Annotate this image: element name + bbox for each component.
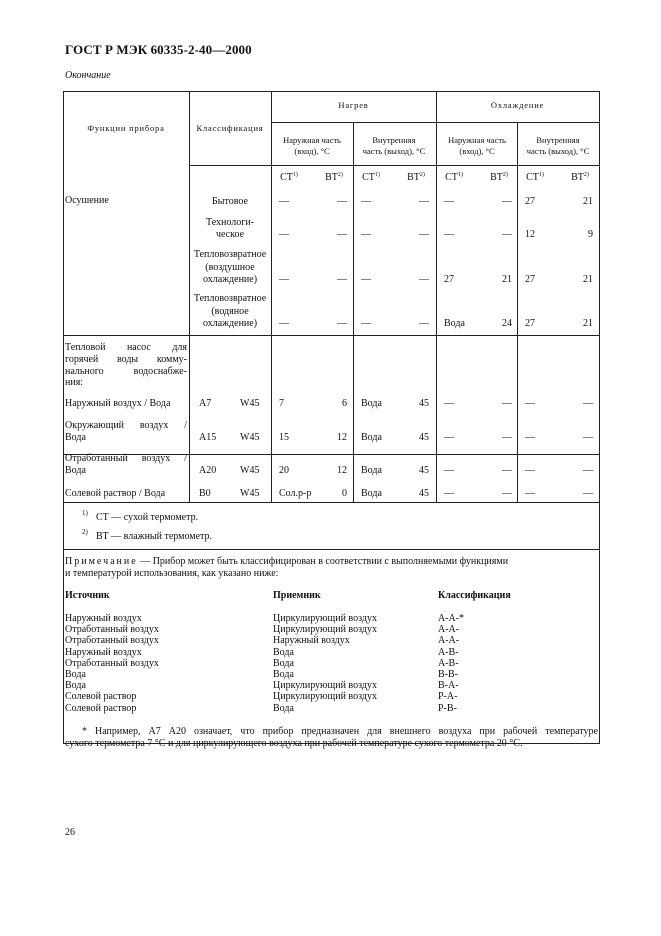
- bt-value: —: [419, 196, 429, 207]
- note-header-source: Источник: [65, 590, 110, 601]
- header-heating-indoor-l1: Внутренняя: [372, 135, 416, 145]
- ct-value: —: [444, 398, 454, 409]
- footnote-mark: 1): [292, 172, 298, 178]
- ct-value: —: [444, 432, 454, 443]
- header-cooling: Охлаждение: [490, 100, 545, 110]
- bt-value: 12: [337, 432, 347, 443]
- note-label: Примечание: [65, 556, 138, 567]
- bt-value: 45: [419, 465, 429, 476]
- header-heating-indoor-l2: часть (выход), °С: [362, 146, 426, 156]
- ct-value: —: [279, 229, 289, 240]
- header-bt: ВТ$^{2)}$: [407, 172, 425, 183]
- footnote-mark: 2): [583, 172, 589, 178]
- note-row-classification: А-А-*: [438, 613, 465, 624]
- bt-value: —: [337, 274, 347, 285]
- bt-value: 0: [342, 488, 347, 499]
- classification-sink: W45: [240, 398, 260, 409]
- ct-value: —: [525, 398, 535, 409]
- ct-value: —: [279, 318, 289, 329]
- bt-value: —: [583, 465, 593, 476]
- note-row-classification: В-А-: [438, 680, 459, 692]
- note-row-classification: А-А-: [438, 624, 460, 636]
- heat-pump-title: нального водоснабже-: [65, 366, 187, 377]
- bt-value: —: [502, 465, 512, 476]
- bt-value: —: [337, 196, 347, 207]
- ct-value: —: [525, 465, 535, 476]
- note-row-classification: А-В-: [438, 657, 459, 669]
- header-classification: Классификация: [196, 123, 264, 133]
- section-rule: [63, 335, 600, 336]
- classification-value: (воздушное: [205, 261, 255, 273]
- note-row-receiver: Циркулирующий воздух: [273, 691, 377, 703]
- note-row-source: Вода: [65, 680, 86, 692]
- classification-value: Тепловозвратное: [193, 249, 267, 260]
- bt-value: 45: [419, 432, 429, 443]
- header-cooling-indoor-l2: часть (выход), °С: [526, 146, 590, 156]
- header-ct: СТ$^{1)}$: [362, 172, 380, 183]
- note-row-receiver: Наружный воздух: [273, 635, 350, 647]
- bt-value: —: [583, 398, 593, 409]
- header-ct: СТ$^{1)}$: [445, 172, 463, 183]
- note-row-receiver: Циркулирующий воздух: [273, 680, 377, 692]
- ct-value: 27: [525, 318, 535, 329]
- function-heat-pump: Наружный воздух / Вода: [65, 398, 171, 409]
- note-example-l1: * Например, А7 А20 означает, что прибор предназначен для внешнего воздуха при рабочей температуре: [82, 726, 598, 737]
- bt-value: 21: [583, 274, 593, 285]
- classification-value: Бытовое: [212, 196, 248, 207]
- function-heat-pump: Вода: [65, 465, 86, 476]
- bt-value: —: [502, 488, 512, 499]
- classification-sink: W45: [240, 465, 260, 476]
- bt-value: 45: [419, 398, 429, 409]
- bt-value: 24: [502, 318, 512, 329]
- footnote-rule: [63, 502, 600, 503]
- bt-value: —: [502, 398, 512, 409]
- classification-sink: W45: [240, 432, 260, 443]
- footnote-mark: 1): [374, 172, 380, 178]
- classification-value: ческое: [215, 229, 245, 240]
- footnote-text: ВТ — влажный термометр.: [96, 531, 213, 542]
- bt-value: —: [337, 318, 347, 329]
- ct-value: Вода: [361, 488, 382, 499]
- note-rule: [63, 549, 600, 550]
- function-heat-pump: Окружающий воздух /: [65, 420, 187, 431]
- ct-value: 15: [279, 432, 289, 443]
- bt-value: —: [583, 488, 593, 499]
- header-bt: ВТ$^{2)}$: [325, 172, 343, 183]
- ct-value: —: [525, 488, 535, 499]
- note-text: — Прибор может быть классифицирован в соответствии с выполняемыми функциями: [137, 556, 509, 567]
- bt-value: —: [419, 274, 429, 285]
- note-row-receiver: Вода: [273, 702, 294, 714]
- bt-value: —: [502, 196, 512, 207]
- note-header-classification: Классификация: [438, 590, 511, 601]
- note-header-receiver: Приемник: [273, 590, 321, 601]
- classification-value: охлаждение): [202, 274, 258, 285]
- ct-value: 27: [525, 196, 535, 207]
- note-row-source: Отработанный воздух: [65, 635, 159, 647]
- bt-value: —: [337, 229, 347, 240]
- bt-value: 21: [583, 196, 593, 207]
- bt-value: —: [583, 432, 593, 443]
- note-row-receiver: Вода: [273, 657, 294, 669]
- bt-value: —: [502, 432, 512, 443]
- header-heating-outdoor-l1: Наружная часть: [283, 135, 341, 145]
- note-row-source: Солевой раствор: [65, 691, 137, 703]
- page-number: 26: [65, 827, 75, 838]
- note-row-classification: А-А-: [438, 635, 460, 647]
- ct-value: Вода: [444, 318, 465, 329]
- bt-value: 9: [588, 229, 593, 240]
- header-ct: СТ$^{1)}$: [526, 172, 544, 183]
- ct-value: —: [361, 318, 371, 329]
- header-function: Функции прибора: [87, 123, 165, 133]
- note-row-source: Наружный воздух: [65, 646, 142, 658]
- ct-value: —: [444, 465, 454, 476]
- classification-source: А20: [199, 465, 217, 476]
- bt-value: —: [419, 229, 429, 240]
- ct-value: —: [361, 229, 371, 240]
- header-cooling-outdoor-l1: Наружная часть: [448, 135, 506, 145]
- bt-value: 45: [419, 488, 429, 499]
- ct-value: —: [361, 274, 371, 285]
- ct-value: 20: [279, 465, 289, 476]
- heat-pump-title: Тепловой насос для: [65, 342, 187, 353]
- heat-pump-title: ния:: [65, 377, 84, 388]
- ct-value: —: [279, 196, 289, 207]
- note-row-receiver: Вода: [273, 646, 294, 658]
- bt-value: —: [502, 229, 512, 240]
- header-bt: ВТ$^{2)}$: [490, 172, 508, 183]
- classification-source: В0: [199, 488, 211, 499]
- footnote-mark: 2): [82, 528, 88, 536]
- note-row-classification: В-В-: [438, 669, 458, 680]
- function-drying: Осушение: [65, 195, 109, 206]
- footnote-mark: 2): [419, 172, 425, 178]
- ct-value: —: [361, 196, 371, 207]
- function-heat-pump: Вода: [65, 432, 86, 443]
- header-cooling-outdoor-l2: (вход), °С: [459, 146, 495, 156]
- note-row-classification: А-В-: [438, 646, 459, 658]
- heading-rule: [271, 122, 599, 123]
- header-heating-outdoor-l2: (вход), °С: [294, 146, 330, 156]
- ct-value: Вода: [361, 432, 382, 443]
- note-row-classification: Р-В-: [438, 702, 457, 714]
- footnote-mark: 1): [82, 509, 88, 517]
- classification-value: охлаждение): [202, 318, 258, 329]
- note-example-l2: сухого термометра 7 °С и для циркулирующего воздуха при рабочей температуре сухого термометра 20 °С.: [65, 738, 523, 749]
- note-row-receiver: Циркулирующий воздух: [273, 613, 377, 624]
- note-row-source: Отработанный воздух: [65, 624, 159, 636]
- footnote-mark: 2): [337, 172, 343, 178]
- classification-value: Технологи-: [205, 216, 255, 228]
- bt-value: 21: [583, 318, 593, 329]
- function-heat-pump: Отработанный воздух /: [65, 453, 187, 464]
- column-rule: [353, 122, 354, 502]
- note-row-source: Солевой раствор: [65, 702, 137, 714]
- ct-value: —: [444, 229, 454, 240]
- footnote-mark: 1): [457, 172, 463, 178]
- header-cooling-indoor-l1: Внутренняя: [536, 135, 580, 145]
- header-heating: Нагрев: [338, 100, 369, 110]
- heat-pump-title: горячей воды комму-: [65, 354, 187, 365]
- note-line-2: и температурой использования, как указано ниже:: [65, 568, 279, 579]
- classification-value: Тепловозвратное: [193, 293, 267, 304]
- note-row-receiver: Циркулирующий воздух: [273, 624, 377, 636]
- footnote-mark: 2): [502, 172, 508, 178]
- header-bt: ВТ$^{2)}$: [571, 172, 589, 183]
- bt-value: —: [419, 318, 429, 329]
- note-row-source: Наружный воздух: [65, 613, 142, 624]
- ct-value: Вода: [361, 398, 382, 409]
- ct-value: Вода: [361, 465, 382, 476]
- note-row-receiver: Вода: [273, 669, 294, 680]
- note-row-source: Отработанный воздух: [65, 657, 159, 669]
- footnote-text: СТ — сухой термометр.: [96, 512, 199, 523]
- function-heat-pump: Солевой раствор / Вода: [65, 488, 166, 499]
- classification-source: А15: [199, 432, 217, 443]
- note-line-1: [65, 556, 598, 567]
- classification-source: А7: [199, 398, 212, 409]
- classification-sink: W45: [240, 488, 260, 499]
- ct-value: 27: [525, 274, 535, 285]
- note-row-source: Вода: [65, 669, 86, 680]
- ct-value: 27: [444, 274, 454, 285]
- bt-value: 6: [342, 398, 347, 409]
- ct-value: —: [279, 274, 289, 285]
- ct-value: 12: [525, 229, 535, 240]
- ct-value: Сол.р-р: [279, 488, 312, 499]
- header-ct: СТ$^{1)}$: [280, 172, 298, 183]
- continuation-label: Окончание: [65, 70, 111, 81]
- classification-value: (водяное: [211, 305, 249, 317]
- ct-value: —: [525, 432, 535, 443]
- subheading-rule: [189, 165, 599, 166]
- ct-value: —: [444, 488, 454, 499]
- bt-value: 21: [502, 274, 512, 285]
- note-row-classification: Р-А-: [438, 691, 458, 703]
- ct-value: —: [444, 196, 454, 207]
- document-title: ГОСТ Р МЭК 60335-2-40—2000: [65, 42, 252, 57]
- footnote-mark: 1): [538, 172, 544, 178]
- ct-value: 7: [279, 398, 284, 409]
- bt-value: 12: [337, 465, 347, 476]
